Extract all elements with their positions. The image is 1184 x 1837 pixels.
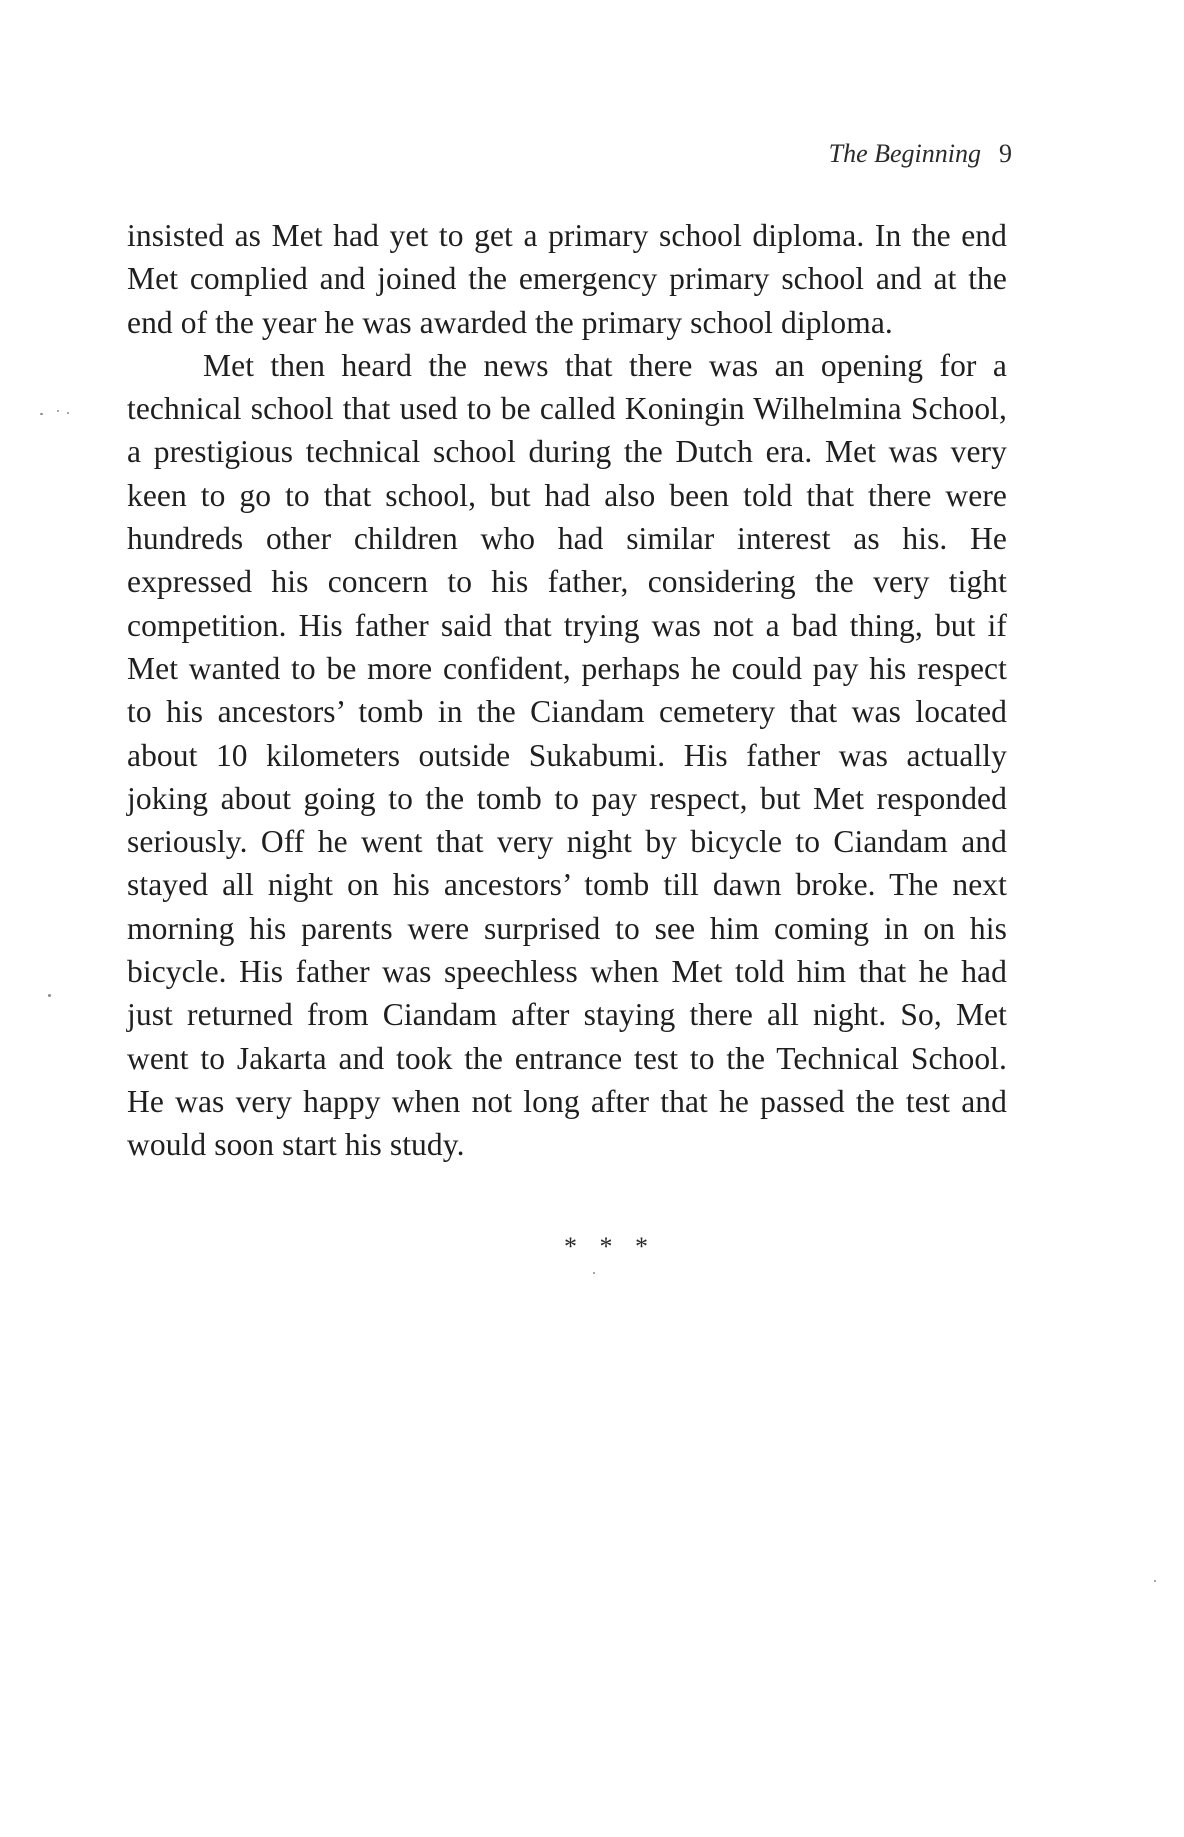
chapter-title: The Beginning — [828, 139, 981, 168]
paragraph: Met then heard the news that there was an opening for a technical school that used to be called Koningin Wilhelmina School, a prestigious technical school during the Dutch era. Met was very keen to go to that school, but had also been told that there were hundreds other children who had similar interest as his. He expressed his concern to his father, considering the very tight competition. His father said that trying was not a bad thing, but if Met wanted to be more confident, perhaps he could pay his respect to his ancestors’ tomb in the Ciandam cemetery that was located about 10 kilometers outside Sukabumi. His father was actually joking about going to the tomb to pay respect, but Met responded seriously. Off he went that very night by bicycle to Ciandam and stayed all night on his ancestors’ tomb till dawn broke. The next morning his parents were surprised to see him coming in on his bicycle. His father was speechless when Met told him that he had just returned from Ciandam after staying there all night. So, Met went to Jakarta and took the entrance test to the Technical School. He was very happy when not long after that he passed the test and would soon start his study. — [127, 347, 1007, 1163]
scan-speck — [40, 413, 43, 415]
scan-speck — [593, 1272, 595, 1274]
paragraph-continued: insisted as Met had yet to get a primary school diploma. In the end Met complied and joined the emergency primary school and at the end of the year he was awarded the primary school diploma. — [127, 218, 1007, 340]
scan-speck — [1154, 1580, 1156, 1582]
running-header — [829, 139, 1012, 169]
section-break: * * * — [564, 1232, 656, 1261]
scan-speck — [57, 410, 59, 412]
page-number: 9 — [999, 139, 1012, 168]
body-text — [127, 214, 1007, 1167]
scan-speck — [67, 412, 69, 414]
scan-speck — [48, 994, 51, 997]
